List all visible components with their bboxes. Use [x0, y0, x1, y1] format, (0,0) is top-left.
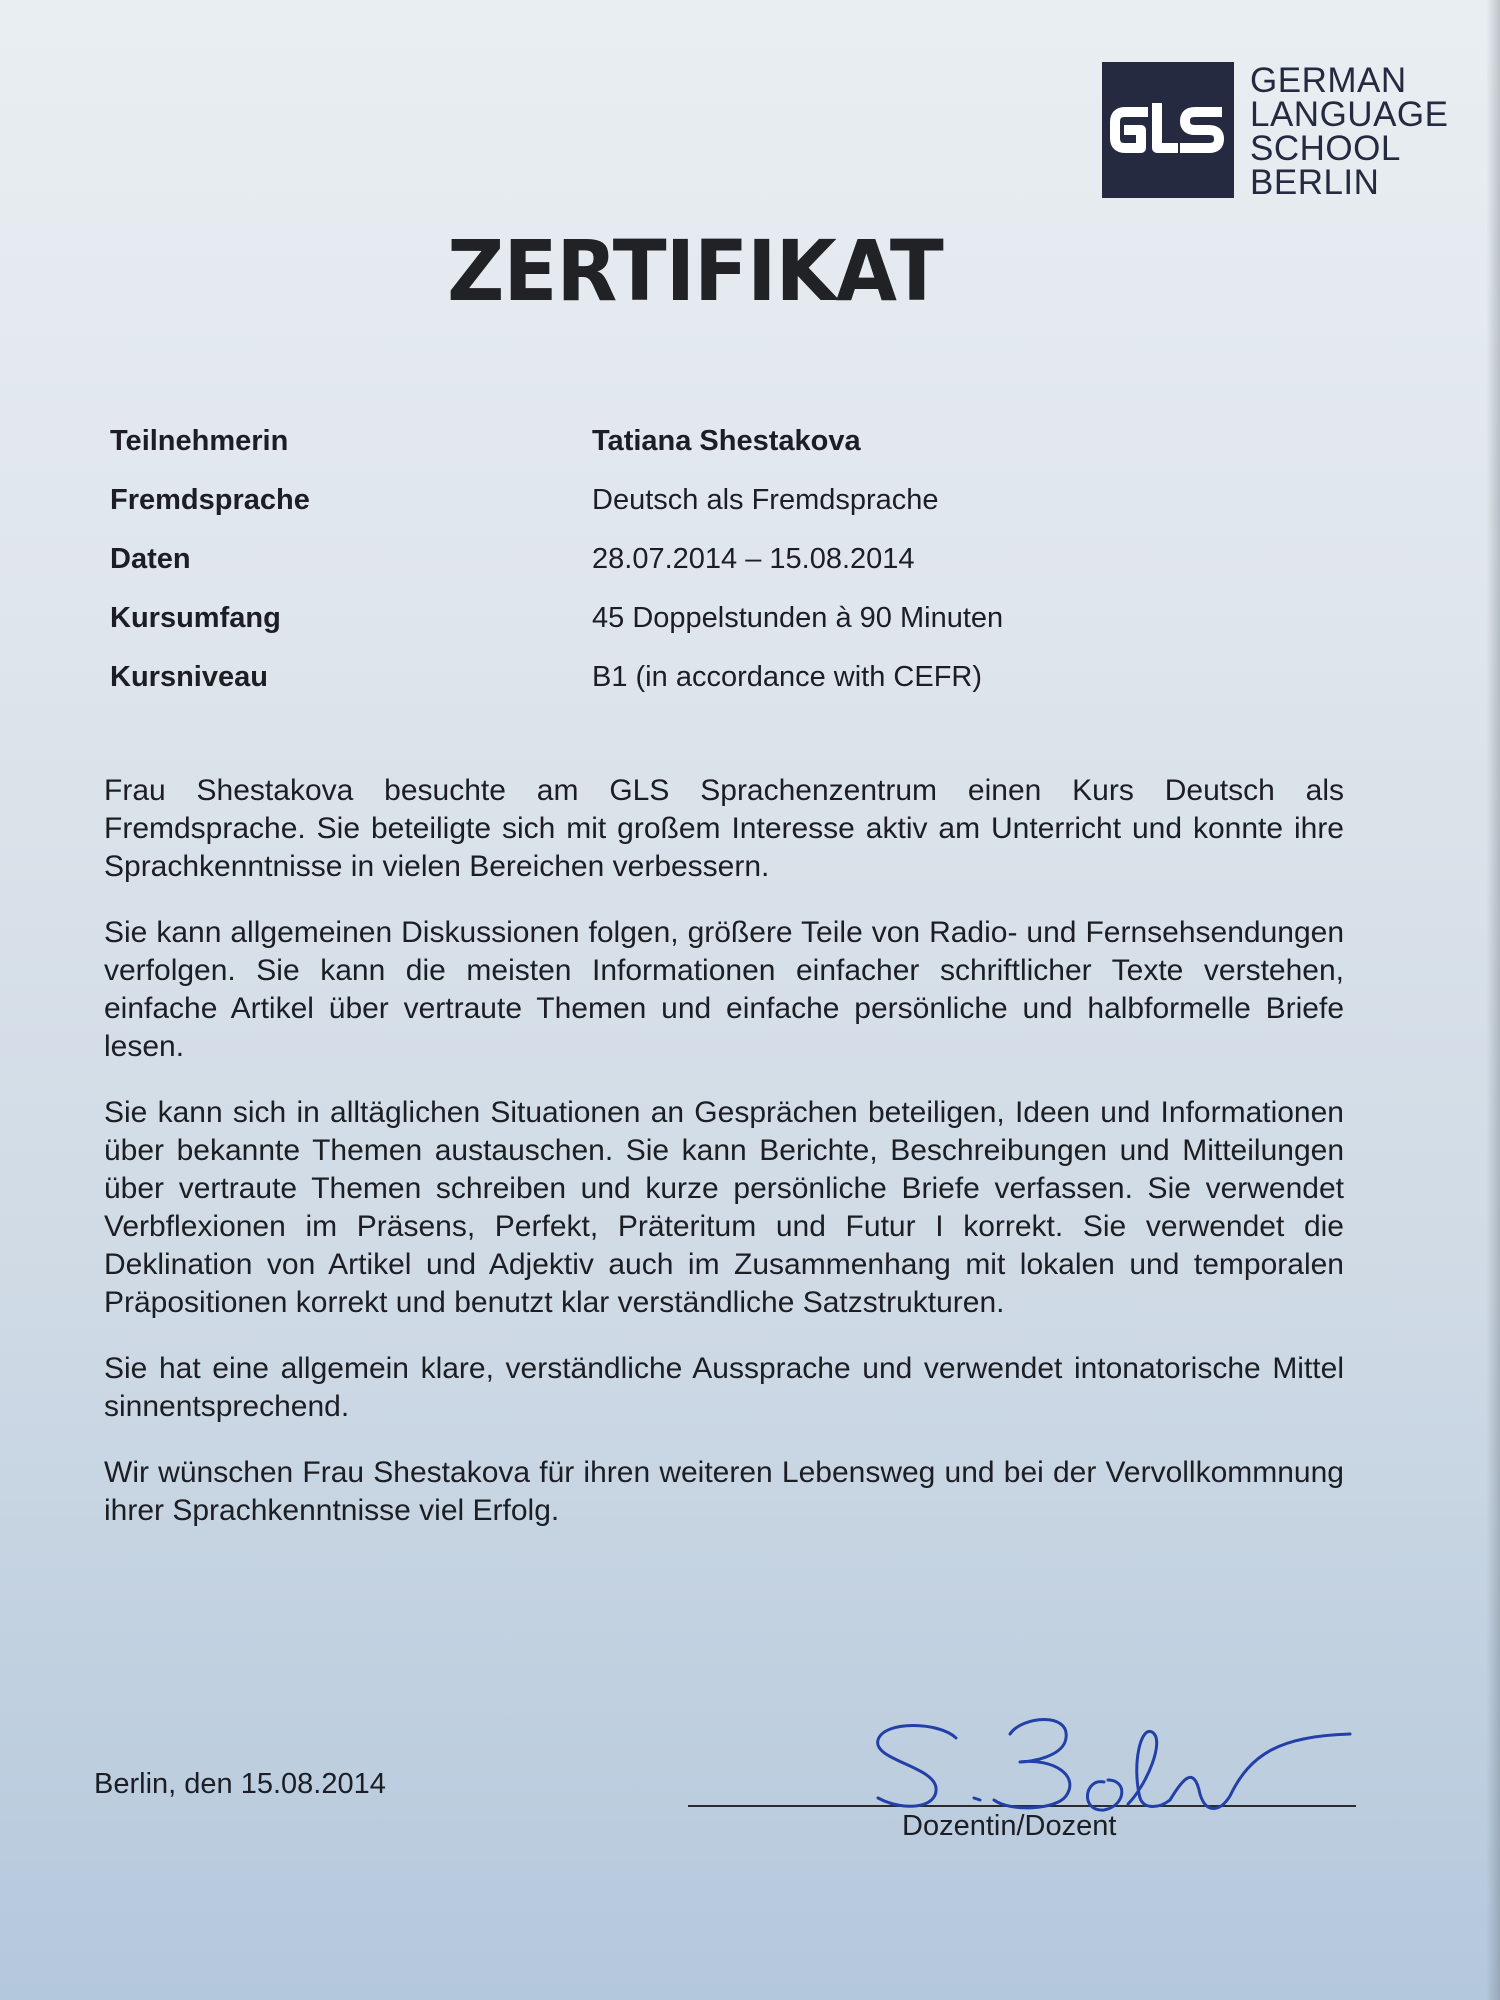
- signature-caption: Dozentin/Dozent: [902, 1810, 1117, 1842]
- detail-value: 45 Doppelstunden à 90 Minuten: [592, 602, 1004, 634]
- certificate-title: ZERTIFIKAT: [447, 222, 943, 320]
- school-name-line: SCHOOL: [1250, 129, 1401, 168]
- detail-label: Daten: [110, 543, 191, 575]
- detail-label: Fremdsprache: [110, 484, 310, 516]
- detail-value: 28.07.2014 – 15.08.2014: [592, 543, 915, 575]
- body-paragraph: Wir wünschen Frau Shestakova für ihren weiteren Lebensweg und bei der Vervollkommnung ihrer Sprachkenntnisse viel Erfolg.: [104, 1456, 1344, 1527]
- school-name: [1250, 61, 1449, 202]
- school-logo: [1102, 62, 1449, 200]
- detail-value: B1 (in accordance with CEFR): [592, 661, 983, 693]
- handwritten-signature: [870, 1700, 1360, 1850]
- body-paragraph: Sie kann allgemeinen Diskussionen folgen, größere Teile von Radio- und Fernsehsendungen verfolgen. Sie kann die meisten Informationen einfacher schriftlicher Texte verstehen, einfache Artikel über vertraute Themen und einfache persönliche und halbformelle Briefe lesen.: [104, 916, 1344, 1063]
- detail-row-dates: [110, 530, 1110, 589]
- detail-label: Teilnehmerin: [110, 425, 289, 457]
- body-paragraph: Sie kann sich in alltäglichen Situationen an Gesprächen beteiligen, Ideen und Informationen über bekannte Themen austauschen. Sie kann Berichte, Beschreibungen und Mitteilungen über vertraute Themen schreiben und kurze persönliche Briefe verfassen. Sie verwendet Verbflexionen im Präsens, Perfekt, Präteritum und Futur I korrekt. Sie verwendet die Deklination von Artikel und Adjektiv auch im Zusammenhang mit lokalen und temporalen Präpositionen korrekt und benutzt klar verständliche Satzstrukturen.: [104, 1096, 1344, 1319]
- detail-value: Deutsch als Fremdsprache: [592, 484, 939, 516]
- body-paragraph: Frau Shestakova besuchte am GLS Sprachenzentrum einen Kurs Deutsch als Fremdsprache. Sie beteiligte sich mit großem Interesse aktiv am Unterricht und konnte ihre Sprachkenntnisse in vielen Bereichen verbessern.: [104, 774, 1344, 883]
- detail-row-course-level: [110, 648, 1110, 707]
- school-name-line: BERLIN: [1250, 163, 1380, 202]
- certificate-body: [104, 772, 1344, 1558]
- gls-logo-mark: [1102, 62, 1234, 198]
- participant-name: Tatiana Shestakova: [592, 425, 861, 457]
- detail-label: Kursumfang: [110, 602, 281, 634]
- detail-label: Kursniveau: [110, 661, 268, 693]
- school-name-line: GERMAN: [1250, 61, 1407, 100]
- detail-row-course-scope: [110, 589, 1110, 648]
- body-paragraph: Sie hat eine allgemein klare, verständliche Aussprache und verwendet intonatorische Mittel sinnentsprechend.: [104, 1352, 1344, 1423]
- detail-row-language: [110, 471, 1110, 530]
- participant-details: [110, 412, 1110, 707]
- school-name-line: LANGUAGE: [1250, 95, 1449, 134]
- detail-row-participant: [110, 412, 1110, 471]
- place-and-date: Berlin, den 15.08.2014: [94, 1768, 386, 1800]
